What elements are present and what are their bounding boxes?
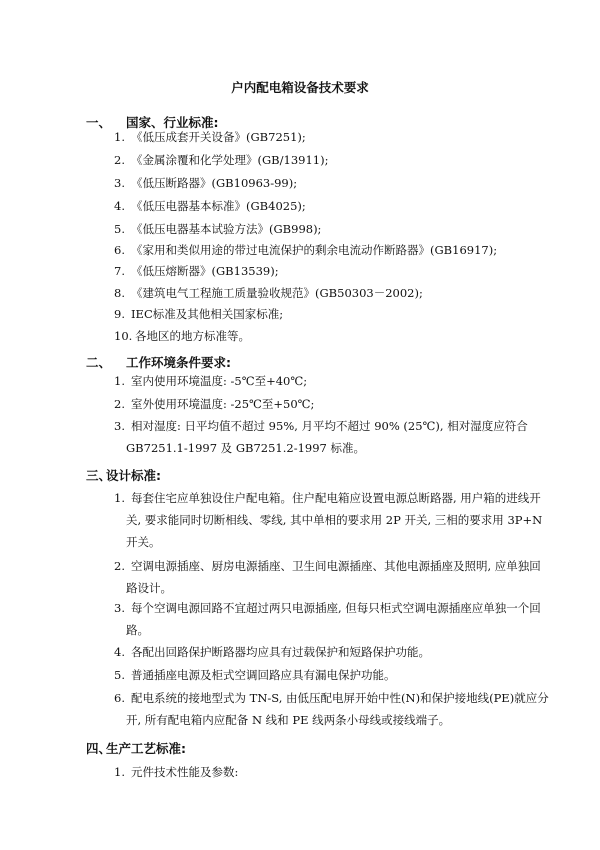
item-number: 1. [114,491,125,505]
item-number: 2. [114,559,125,573]
list-item [114,175,297,191]
item-number: 10. [114,329,133,343]
section-heading-3 [86,466,161,484]
item-number: 9. [114,307,125,321]
item-text: 室外使用环境温度: -25℃至+50℃; [131,397,315,411]
item-number: 6. [114,243,125,257]
list-item [114,667,396,683]
list-item [114,764,238,780]
list-item [114,221,321,237]
item-number: 1. [114,374,125,388]
item-number: 1. [114,765,125,779]
item-text: 《低压熔断器》(GB13539); [131,264,279,278]
list-item [114,418,528,434]
section-number: 一、 [86,115,112,130]
item-text: 《建筑电气工程施工质量验收规范》(GB50303－2002); [131,286,423,300]
list-item [114,558,541,574]
document-title: 户内配电箱设备技术要求 [231,80,369,95]
section-heading-2 [86,353,231,371]
section-number: 四、 [86,741,112,756]
section-title: 设计标准: [106,468,161,483]
item-text: 《低压成套开关设备》(GB7251); [131,130,306,144]
item-number: 3. [114,419,125,433]
item-text: 《低压断路器》(GB10963-99); [131,176,298,190]
item-text-continued: 路设计。 [126,581,172,595]
section-heading-4 [86,739,186,757]
list-item [114,328,250,344]
list-item [114,152,328,168]
item-number: 2. [114,397,125,411]
item-number: 2. [114,153,125,167]
list-item [114,198,306,214]
list-item [114,306,283,322]
list-item [114,373,307,389]
list-item [114,600,541,616]
item-number: 8. [114,286,125,300]
item-text: 各配出回路保护断路器均应具有过载保护和短路保护功能。 [131,645,430,659]
item-text: 空调电源插座、厨房电源插座、卫生间电源插座、其他电源插座及照明, 应单独回 [131,559,541,573]
section-title: 工作环境条件要求: [126,355,231,370]
item-text: 各地区的地方标准等。 [135,329,250,343]
item-text: 每套住宅应单独设住户配电箱。住户配电箱应设置电源总断路器, 用户箱的进线开 [131,491,541,505]
item-number: 3. [114,176,125,190]
item-number: 1. [114,130,125,144]
item-text: 《金属涂覆和化学处理》(GB/13911); [131,153,329,167]
item-number: 5. [114,668,125,682]
section-number: 三、 [86,468,112,483]
item-number: 7. [114,264,125,278]
item-text-continued: 关, 要求能同时切断相线、零线, 其中单相的要求用 2P 开关, 三相的要求用 3P+N [126,513,543,527]
item-text-continued: 路。 [126,623,149,637]
item-text: 《低压电器基本试验方法》(GB998); [131,222,322,236]
item-number: 4. [114,645,125,659]
item-text: 每个空调电源回路不宜超过两只电源插座, 但每只柜式空调电源插座应单独一个回 [131,601,541,615]
item-number: 4. [114,199,125,213]
list-item [114,396,314,412]
item-number: 3. [114,601,125,615]
item-text: 相对湿度: 日平均值不超过 95%, 月平均不超过 90% (25℃), 相对湿度应符合 [131,419,528,433]
item-text: 普通插座电源及柜式空调回路应具有漏电保护功能。 [131,668,396,682]
item-text-continued: 开, 所有配电箱内应配备 N 线和 PE 线两条小母线或接线端子。 [126,713,451,727]
item-text-continued: 开关。 [126,535,161,549]
list-item [114,690,549,706]
list-item [114,644,430,660]
list-item [114,129,306,145]
item-text: 元件技术性能及参数: [131,765,239,779]
item-text: 《家用和类似用途的带过电流保护的剩余电流动作断路器》(GB16917); [131,243,498,257]
item-text-continued: GB7251.1-1997 及 GB7251.2-1997 标准。 [126,441,366,455]
item-text: 配电系统的接地型式为 TN-S, 由低压配电屏开始中性(N)和保护接地线(PE)就应分 [131,691,549,705]
item-text: 室内使用环境温度: -5℃至+40℃; [131,374,308,388]
list-item [114,285,423,301]
item-text: IEC标准及其他相关国家标准; [131,307,284,321]
section-number: 二、 [86,355,112,370]
list-item [114,490,541,506]
item-number: 5. [114,222,125,236]
section-title: 生产工艺标准: [106,741,186,756]
section-title: 国家、行业标准: [126,115,219,130]
list-item [114,263,279,279]
item-text: 《低压电器基本标准》(GB4025); [131,199,306,213]
list-item [114,242,497,258]
item-number: 6. [114,691,125,705]
